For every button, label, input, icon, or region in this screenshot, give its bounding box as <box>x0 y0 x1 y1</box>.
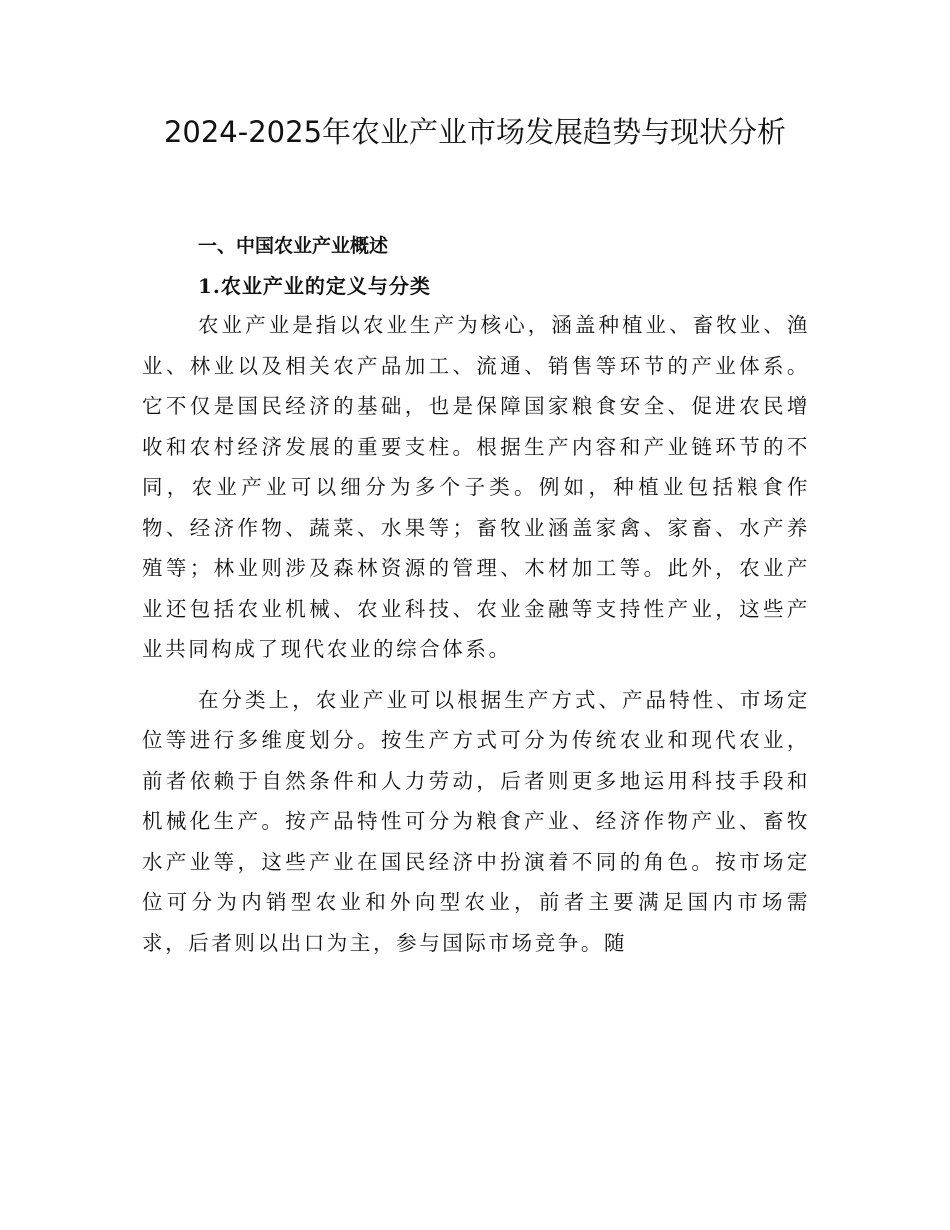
body-paragraph: 农业产业是指以农业生产为核心，涵盖种植业、畜牧业、渔业、林业以及相关农产品加工、流通、销售等环节的产业体系。它不仅是国民经济的基础，也是保障国家粮食安全、促进农民增收和农村经济发展的重要支柱。根据生产内容和产业链环节的不同，农业产业可以细分为多个子类。例如，种植业包括粮食作物、经济作物、蔬菜、水果等；畜牧业涵盖家禽、家畜、水产养殖等；林业则涉及森林资源的管理、木材加工等。此外，农业产业还包括农业机械、农业科技、农业金融等支持性产业，这些产业共同构成了现代农业的综合体系。 <box>142 313 810 661</box>
document-title: 2024-2025年农业产业市场发展趋势与现状分析 <box>163 115 787 149</box>
subsection-heading: 1.农业产业的定义与分类 <box>198 274 431 298</box>
section-heading: 一、中国农业产业概述 <box>198 235 389 257</box>
body-paragraph: 在分类上，农业产业可以根据生产方式、产品特性、市场定位等进行多维度划分。按生产方式可分为传统农业和现代农业，前者依赖于自然条件和人力劳动，后者则更多地运用科技手段和机械化生产。按产品特性可分为粮食产业、经济作物产业、畜牧水产业等，这些产业在国民经济中扮演着不同的角色。按市场定位可分为内销型农业和外向型农业，前者主要满足国内市场需求，后者则以出口为主，参与国际市场竞争。随 <box>142 687 810 955</box>
document-body <box>142 228 810 963</box>
